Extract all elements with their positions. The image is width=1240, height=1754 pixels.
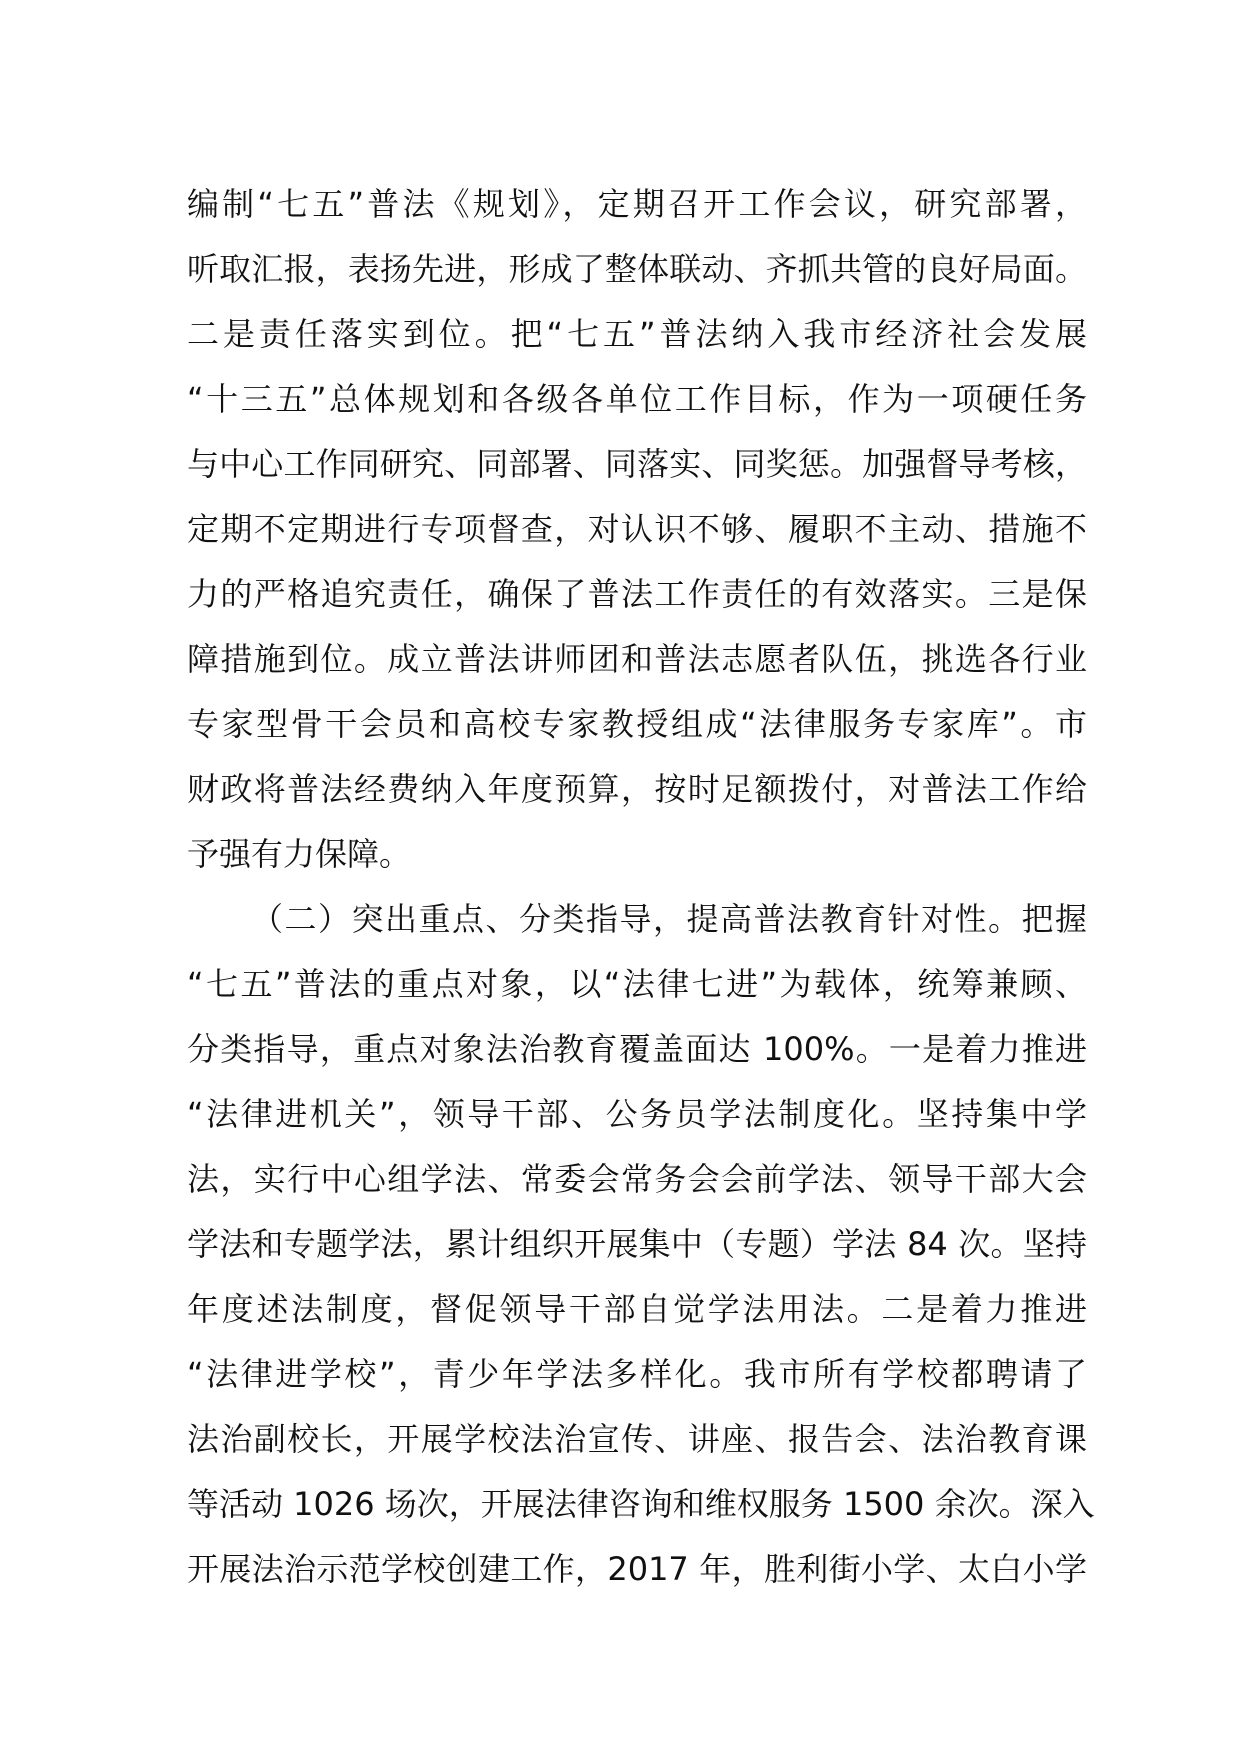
text-line: 法，实行中心组学法、常委会常务会会前学法、领导干部大会 bbox=[187, 1160, 1087, 1198]
text-line: 与中心工作同研究、同部署、同落实、同奖惩。加强督导考核， bbox=[187, 445, 1087, 483]
text-line: 法治副校长，开展学校法治宣传、讲座、报告会、法治教育课 bbox=[187, 1420, 1087, 1458]
text-line: 力的严格追究责任，确保了普法工作责任的有效落实。三是保 bbox=[187, 575, 1087, 613]
text-line: 听取汇报，表扬先进，形成了整体联动、齐抓共管的良好局面。 bbox=[187, 250, 1087, 288]
text-line: “法律进机关”，领导干部、公务员学法制度化。坚持集中学 bbox=[187, 1095, 1087, 1133]
text-line: 编制“七五”普法《规划》，定期召开工作会议，研究部署， bbox=[187, 185, 1087, 223]
text-line: “法律进学校”，青少年学法多样化。我市所有学校都聘请了 bbox=[187, 1355, 1087, 1393]
text-line: 财政将普法经费纳入年度预算，按时足额拨付，对普法工作给 bbox=[187, 770, 1087, 808]
text-line: 年度述法制度，督促领导干部自觉学法用法。二是着力推进 bbox=[187, 1290, 1087, 1328]
text-line: 予强有力保障。 bbox=[187, 835, 412, 873]
text-line: 专家型骨干会员和高校专家教授组成“法律服务专家库”。市 bbox=[187, 705, 1087, 743]
body-text bbox=[187, 172, 1095, 1602]
text-line: 分类指导，重点对象法治教育覆盖面达 100%。一是着力推进 bbox=[187, 1030, 1087, 1068]
text-line: 定期不定期进行专项督查，对认识不够、履职不主动、措施不 bbox=[187, 510, 1087, 548]
text-line: “十三五”总体规划和各级各单位工作目标，作为一项硬任务 bbox=[187, 380, 1087, 418]
text-line: 开展法治示范学校创建工作，2017 年，胜利街小学、太白小学 bbox=[187, 1550, 1087, 1588]
text-line: 学法和专题学法，累计组织开展集中（专题）学法 84 次。坚持 bbox=[187, 1225, 1087, 1263]
section-heading-line: （二）突出重点、分类指导，提高普法教育针对性。把握 bbox=[251, 900, 1087, 938]
text-line: 障措施到位。成立普法讲师团和普法志愿者队伍，挑选各行业 bbox=[187, 640, 1087, 678]
text-line: 二是责任落实到位。把“七五”普法纳入我市经济社会发展 bbox=[187, 315, 1087, 353]
text-line: “七五”普法的重点对象，以“法律七进”为载体，统筹兼顾、 bbox=[187, 965, 1087, 1003]
text-line: 等活动 1026 场次，开展法律咨询和维权服务 1500 余次。深入 bbox=[187, 1485, 1095, 1523]
